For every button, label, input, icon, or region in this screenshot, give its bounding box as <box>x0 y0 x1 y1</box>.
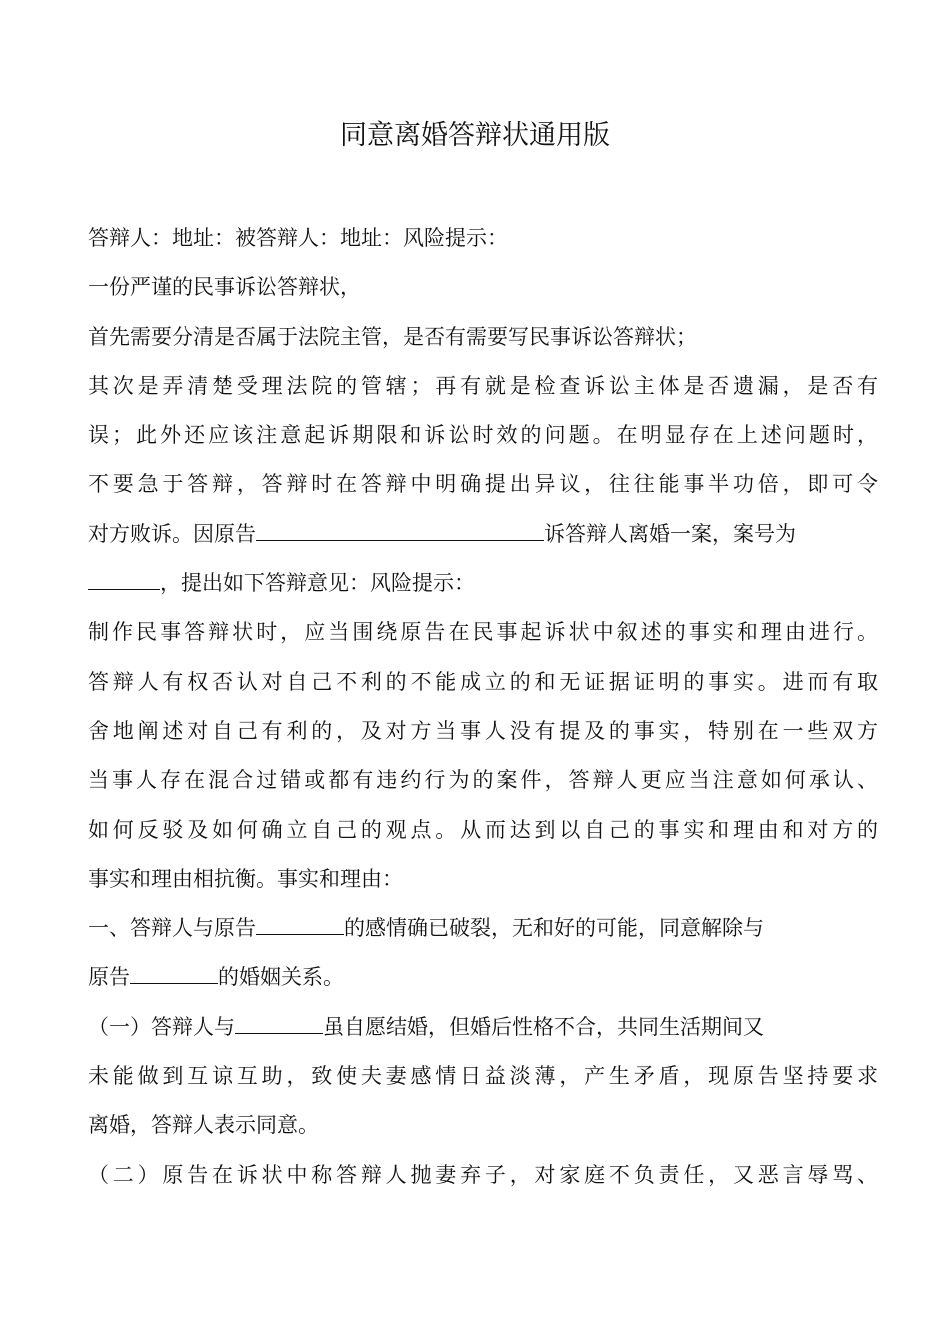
paragraph-line <box>88 510 878 559</box>
fill-in-blank <box>235 1015 323 1034</box>
paragraph-line <box>88 904 878 953</box>
line-text: 原告 <box>88 965 130 990</box>
line-text: 的婚姻关系。 <box>218 965 344 990</box>
line-text: 一、答辩人与原告 <box>88 916 256 941</box>
paragraph-line: （二）原告在诉状中称答辩人抛妻弃子，对家庭不负责任，又恶言辱骂、 <box>88 1162 878 1187</box>
line-text: 对方败诉。因原告 <box>88 521 256 546</box>
line-text: 虽自愿结婚，但婚后性格不合，共同生活期间又 <box>323 1014 764 1039</box>
document-title: 同意离婚答辩状通用版 <box>340 120 610 151</box>
paragraph-line: 离婚，答辩人表示同意。 <box>88 1113 319 1138</box>
fill-in-blank <box>256 522 344 541</box>
paragraph-line: 未能做到互谅互助，致使夫妻感情日益淡薄，产生矛盾，现原告坚持要求 <box>88 1064 878 1089</box>
fill-in-blank <box>130 965 218 984</box>
paragraph-line <box>88 953 878 1002</box>
document-body <box>88 214 878 1200</box>
paragraph-line: 答辩人有权否认对自己不利的不能成立的和无证据证明的事实。进而有取 <box>88 669 878 694</box>
paragraph-line <box>88 1003 878 1052</box>
paragraph-line: 一份严谨的民事诉讼答辩状， <box>88 275 361 300</box>
fill-in-blank <box>256 916 344 935</box>
paragraph-line: 不要急于答辩，答辩时在答辩中明确提出异议，往往能事半功倍，即可令 <box>88 472 878 497</box>
line-text: 的感情确已破裂，无和好的可能，同意解除与 <box>344 916 764 941</box>
paragraph-line: 误；此外还应该注意起诉期限和诉讼时效的问题。在明显存在上述问题时， <box>88 423 878 448</box>
paragraph-line: 舍地阐述对自己有利的，及对方当事人没有提及的事实，特别在一些双方 <box>88 718 878 743</box>
line-text: ，提出如下答辩意见：风险提示： <box>160 571 475 596</box>
line-text: 诉答辩人离婚一案，案号为 <box>544 521 796 546</box>
paragraph-line: 其次是弄清楚受理法院的管辖；再有就是检查诉讼主体是否遗漏，是否有 <box>88 373 878 398</box>
fill-in-blank <box>344 522 544 541</box>
fill-in-blank <box>88 571 160 590</box>
paragraph-line: 首先需要分清是否属于法院主管，是否有需要写民事诉讼答辩状； <box>88 324 697 349</box>
paragraph-line: 答辩人：地址：被答辩人：地址：风险提示： <box>88 226 508 250</box>
paragraph-line: 事实和理由相抗衡。事实和理由： <box>88 866 403 891</box>
paragraph-line <box>88 559 878 608</box>
line-text: （一）答辩人与 <box>88 1014 235 1039</box>
paragraph-line: 当事人存在混合过错或都有违约行为的案件，答辩人更应当注意如何承认、 <box>88 768 878 793</box>
paragraph-line: 制作民事答辩状时，应当围绕原告在民事起诉状中叙述的事实和理由进行。 <box>88 620 878 645</box>
paragraph-line: 如何反驳及如何确立自己的观点。从而达到以自己的事实和理由和对方的 <box>88 817 878 842</box>
